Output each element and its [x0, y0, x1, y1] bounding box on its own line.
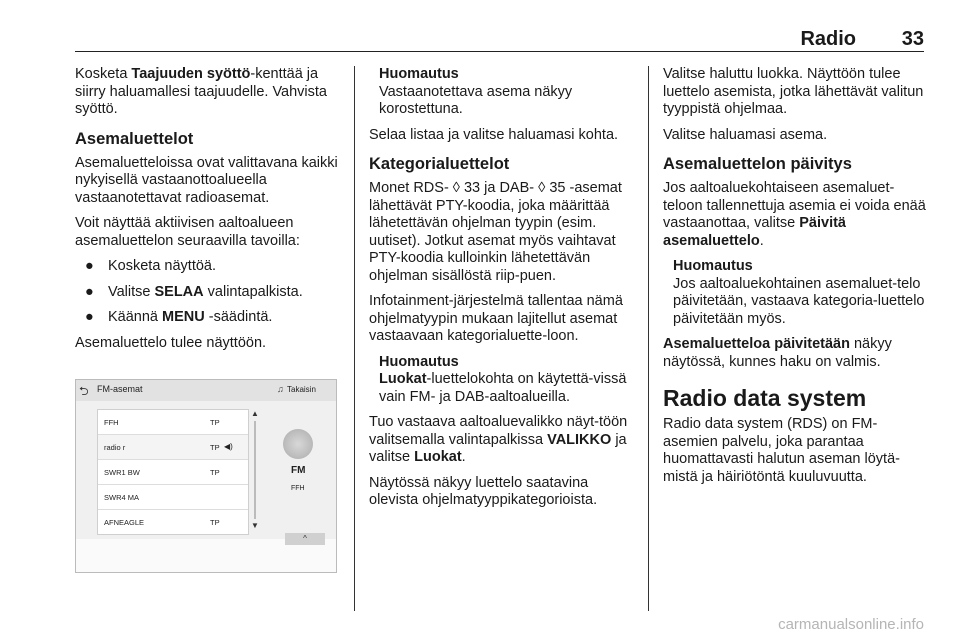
paragraph: Jos aaltoaluekohtaiseen asemaluet-teloon tallennettuja asemia ei voida enää vastaanottaa, valitse Päivitä asemaluettelo. [663, 180, 926, 249]
collapse-icon: ^ [285, 533, 325, 545]
takaisin-label: Takaisin [287, 385, 316, 394]
bullet-list [75, 258, 345, 327]
list-item: ● Valitse SELAA valintapalkista. [85, 283, 303, 300]
page-header [75, 28, 924, 50]
back-icon: ⮌ [79, 384, 89, 398]
chevron-down-icon: ▼ [251, 521, 259, 530]
note [379, 66, 637, 119]
header-rule [75, 51, 924, 52]
paragraph: Radio data system (RDS) on FM-asemien palvelu, joka parantaa huomattavasti halutun aseman löytä-mistä ja häiriötöntä kuuluvuutta. [663, 416, 900, 485]
page-number: 33 [901, 28, 924, 50]
section-title: Radio [800, 28, 856, 50]
column-2 [369, 66, 637, 518]
paragraph: Asemaluetteloa päivitetään näkyy näytössä, kunnes haku on valmis. [663, 336, 892, 370]
note [379, 354, 637, 407]
heading-asemaluettelot: Asemaluettelot [75, 129, 194, 148]
heading-kategorialuettelot: Kategorialuettelot [369, 155, 510, 173]
watermark: carmanualsonline.info [778, 616, 924, 633]
list-item: ● Käännä MENU -säädintä. [85, 309, 273, 325]
paragraph: Monet RDS- ◊ 33 ja DAB- ◊ 35 -asemat lähettävät PTY-koodia, joka määrittää lähetettävän ohjelman tyypin (esim. uutiset). Jotkut asemat myös vaihtavat PTY-koodia kulloinkin lähetettävän ohjelman sisällöstä riip-puen. [369, 180, 622, 284]
bullet-icon: ● [85, 283, 94, 300]
band-label: FM [291, 465, 306, 476]
paragraph: Voit näyttää aktiivisen aaltoalueen asemaluettelon seuraavilla tavoilla: [75, 215, 300, 249]
bullet-icon: ● [85, 258, 94, 274]
heading-asemaluettelon-paivitys: Asemaluettelon päivitys [663, 155, 852, 173]
paragraph: Infotainment-järjestelmä tallentaa nämä ohjelmatyypin mukaan lajitellut asemat vastaavaan kategorialuette-loon. [369, 293, 623, 344]
paragraph: Asemaluettelo tulee näyttöön. [75, 334, 267, 351]
note-text: Jos aaltoaluekohtainen asemaluet-telo päivitetään, vastaava kategoria-luettelo päivitetään myös. [673, 275, 925, 327]
column-1 [75, 66, 345, 360]
paragraph: Näytössä näkyy luettelo saatavina olevista ohjelmatyyppikategorioista. [369, 474, 598, 508]
column-divider [648, 66, 649, 611]
paragraph: Asemaluetteloissa ovat valittavana kaikki nykyisellä vastaanottoalueella vastaanotettavat radioasemat. [75, 154, 338, 206]
note [673, 258, 931, 328]
paragraph: Tuo vastaava aaltoaluevalikko näyt-töön valitsemalla valintapalkissa VALIKKO ja valitse Luokat. [369, 414, 628, 465]
paragraph: Valitse haluttu luokka. Näyttöön tulee luettelo asemista, jotka lähettävät valitun tyyppistä ohjelmaa. [663, 66, 924, 117]
paragraph: Valitse haluamasi asema. [663, 126, 828, 143]
bullet-icon: ● [85, 309, 94, 325]
list-item: ● Kosketa näyttöä. [85, 258, 217, 274]
note-text: Vastaanotettava asema näkyy korostettuna. [379, 83, 573, 117]
music-note-icon: ♫ [277, 384, 284, 394]
note-title: Huomautus [379, 66, 459, 82]
heading-radio-data-system: Radio data system [663, 385, 867, 411]
station-list [97, 409, 249, 535]
paragraph: Selaa listaa ja valitse haluamasi kohta. [369, 126, 619, 143]
note-text: Luokat-luettelokohta on käytettä-vissä vain FM- ja DAB-aaltoalueilla. [379, 371, 627, 405]
station-row: SWR1 BW TP [98, 460, 248, 485]
note-title: Huomautus [673, 258, 753, 274]
scrollbar [250, 409, 260, 533]
paragraph: Kosketa Taajuuden syöttö-kenttää ja siirry haluamallesi taajuudelle. Vahvista syöttö. [75, 66, 327, 117]
chevron-up-icon: ▲ [251, 409, 259, 418]
station-list-screenshot [75, 379, 337, 573]
station-row: AFNEAGLE TP [104, 518, 220, 527]
speaker-icon: ◀) [224, 442, 233, 451]
column-divider [354, 66, 355, 611]
radio-wave-icon [283, 429, 313, 459]
station-row: SWR4 MA [98, 485, 248, 510]
station-row: FFH TP [98, 410, 248, 435]
scroll-track [254, 421, 256, 519]
screenshot-title: FM-asemat [97, 384, 143, 394]
station-row: radio r TP ◀) [98, 435, 248, 460]
note-title: Huomautus [379, 353, 459, 370]
station-label: FFH [291, 485, 305, 492]
column-3 [663, 66, 931, 494]
